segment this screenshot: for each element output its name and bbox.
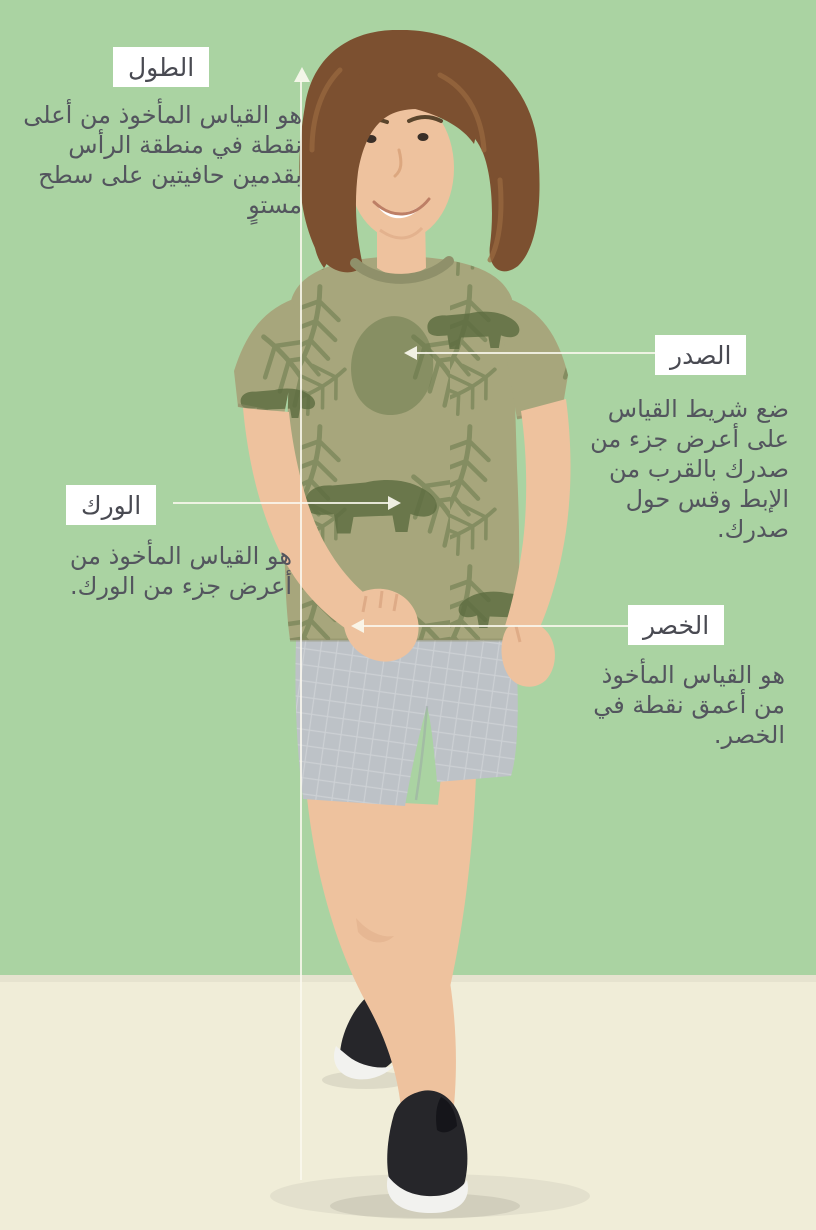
chest-measure-line [416, 352, 656, 354]
height-description: هو القياس المأخوذ من أعلى نقطة في منطقة الرأس بقدمين حافيتين على سطح مستوٍ [23, 101, 302, 219]
hip-measure-line [173, 502, 389, 504]
hip-arrow-icon [388, 496, 401, 510]
height-arrow-up-icon [294, 67, 310, 82]
height-label: الطول [113, 47, 209, 87]
waist-measure-line [363, 625, 629, 627]
hip-label: الورك [66, 485, 156, 525]
chest-label: الصدر [655, 335, 746, 375]
chest-description: ضع شريط القياس على أعرض جزء من صدرك بالقرب من الإبط وقس حول صدرك. [590, 395, 789, 543]
waist-description: هو القياس المأخوذ من أعمق نقطة في الخصر. [593, 661, 785, 749]
height-measure-line [300, 81, 302, 1180]
waist-label: الخصر [628, 605, 724, 645]
hip-description: هو القياس المأخوذ من أعرض جزء من الورك. [69, 542, 292, 600]
eye-right [418, 133, 429, 141]
